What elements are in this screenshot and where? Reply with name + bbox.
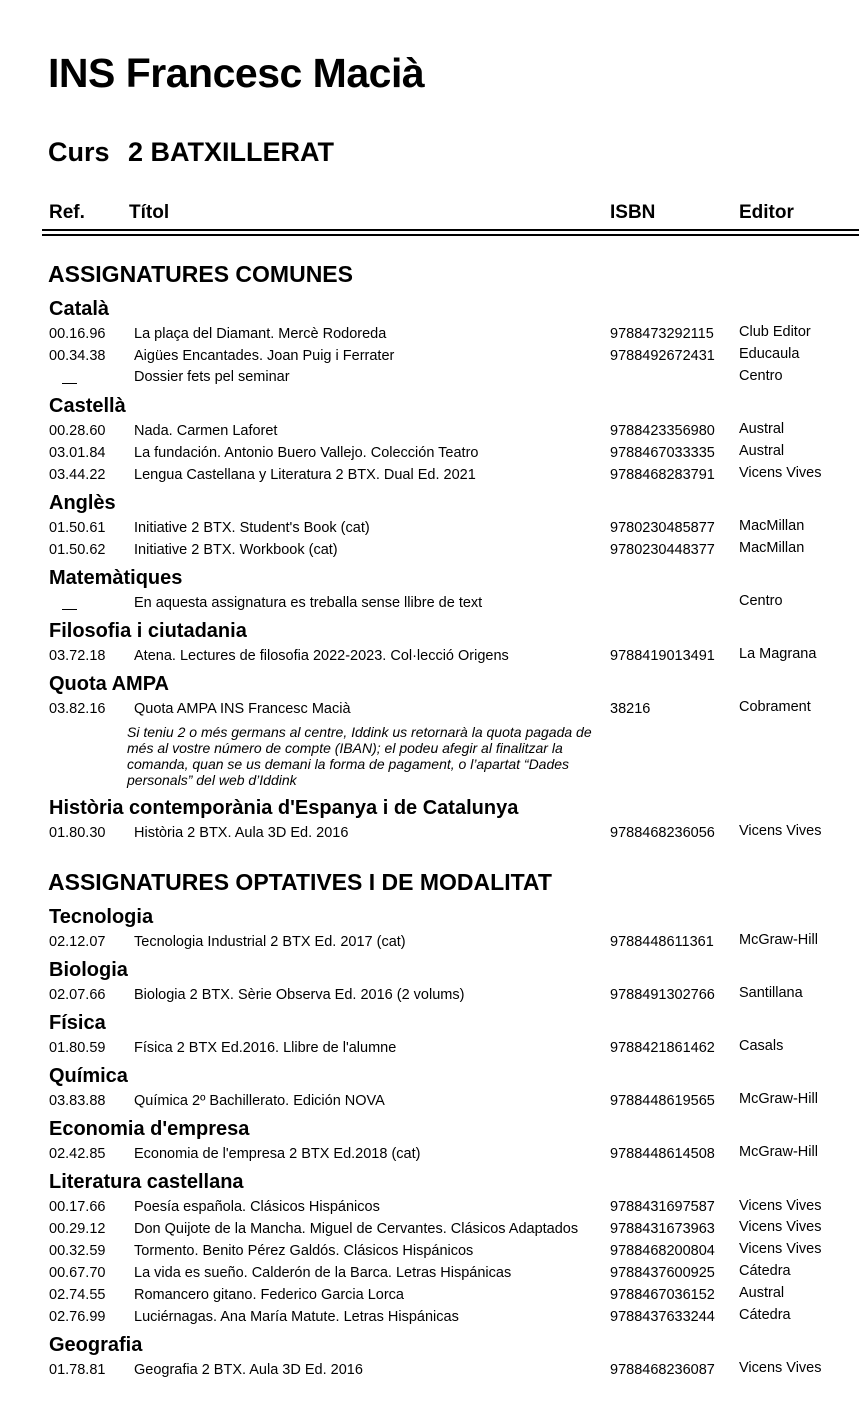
- book-isbn: 9788431697587: [610, 1199, 715, 1215]
- book-title: Romancero gitano. Federico Garcia Lorca: [134, 1287, 404, 1303]
- book-isbn: 9788467036152: [610, 1287, 715, 1303]
- subject-heading: Literatura castellana: [49, 1171, 244, 1193]
- book-ref: 01.80.30: [49, 825, 106, 841]
- book-editor: Vicens Vives: [739, 1360, 822, 1376]
- book-editor: Vicens Vives: [739, 823, 822, 839]
- subject-heading: Català: [49, 298, 110, 320]
- book-title: En aquesta assignatura es treballa sense llibre de text: [134, 595, 483, 611]
- book-title: La fundación. Antonio Buero Vallejo. Colección Teatro: [134, 445, 479, 461]
- book-editor: Austral: [739, 1285, 785, 1301]
- book-isbn: 9788468200804: [610, 1243, 715, 1259]
- book-title: Don Quijote de la Mancha. Miguel de Cervantes. Clásicos Adaptados: [134, 1221, 579, 1237]
- book-editor: Cátedra: [739, 1263, 791, 1279]
- book-editor: Vicens Vives: [739, 465, 822, 481]
- book-ref: 02.07.66: [49, 987, 106, 1003]
- book-isbn: 9788448619565: [610, 1093, 715, 1109]
- book-isbn: 9788423356980: [610, 423, 715, 439]
- school-title: INS Francesc Macià: [48, 50, 425, 96]
- book-ref: 01.50.62: [49, 542, 106, 558]
- book-title: Nada. Carmen Laforet: [134, 423, 278, 439]
- book-title: Tecnologia Industrial 2 BTX Ed. 2017 (cat): [134, 934, 406, 950]
- book-title: Dossier fets pel seminar: [134, 369, 290, 385]
- book-editor: Vicens Vives: [739, 1219, 822, 1235]
- book-isbn: 9788468236056: [610, 825, 715, 841]
- book-ref: 01.50.61: [49, 520, 106, 536]
- book-ref: 00.17.66: [49, 1199, 106, 1215]
- book-editor: Austral: [739, 421, 785, 437]
- book-isbn: 9780230448377: [610, 542, 715, 558]
- book-isbn: 9788468283791: [610, 467, 715, 483]
- book-title: Geografia 2 BTX. Aula 3D Ed. 2016: [134, 1362, 363, 1378]
- book-editor: Centro: [739, 593, 783, 609]
- subject-heading: Tecnologia: [49, 906, 154, 928]
- book-editor: MacMillan: [739, 518, 805, 534]
- subject-heading: Anglès: [49, 492, 116, 514]
- column-header-ref: Ref.: [49, 202, 85, 223]
- book-editor: Vicens Vives: [739, 1198, 822, 1214]
- section-heading: ASSIGNATURES COMUNES: [48, 261, 353, 287]
- book-ref: 00.28.60: [49, 423, 106, 439]
- book-ref: 00.32.59: [49, 1243, 106, 1259]
- column-header-editor: Editor: [739, 202, 794, 223]
- subject-heading: Física: [49, 1012, 106, 1034]
- subject-heading: Química: [49, 1065, 128, 1087]
- course-label: Curs: [48, 137, 110, 167]
- subject-heading: Geografia: [49, 1334, 143, 1356]
- book-ref: 00.67.70: [49, 1265, 106, 1281]
- book-ref: 03.01.84: [49, 445, 106, 461]
- book-title: Luciérnagas. Ana María Matute. Letras Hispánicas: [134, 1309, 459, 1325]
- book-ref: 02.42.85: [49, 1146, 106, 1162]
- book-isbn: 9788431673963: [610, 1221, 715, 1237]
- column-header-title: Títol: [129, 202, 170, 223]
- book-editor: McGraw-Hill: [739, 932, 818, 948]
- book-ref: 00.29.12: [49, 1221, 106, 1237]
- header-divider-top: [42, 229, 859, 231]
- book-title: Tormento. Benito Pérez Galdós. Clásicos Hispánicos: [134, 1243, 474, 1259]
- book-editor: Club Editor: [739, 324, 811, 340]
- book-isbn: 9788467033335: [610, 445, 715, 461]
- book-editor: MacMillan: [739, 540, 805, 556]
- course-value: 2 BATXILLERAT: [128, 137, 334, 167]
- book-ref: 02.76.99: [49, 1309, 106, 1325]
- book-isbn: 9788468236087: [610, 1362, 715, 1378]
- book-ref: 02.12.07: [49, 934, 106, 950]
- book-isbn: 9788491302766: [610, 987, 715, 1003]
- book-ref: 03.44.22: [49, 467, 106, 483]
- book-title: La vida es sueño. Calderón de la Barca. Letras Hispánicas: [134, 1265, 512, 1281]
- book-isbn: 9788448614508: [610, 1146, 715, 1162]
- subject-heading: Història contemporània d'Espanya i de Catalunya: [49, 797, 519, 819]
- no-ref-dash: [62, 609, 77, 610]
- book-ref: 02.74.55: [49, 1287, 106, 1303]
- book-ref: 03.83.88: [49, 1093, 106, 1109]
- book-ref: 03.72.18: [49, 648, 106, 664]
- book-title: Biologia 2 BTX. Sèrie Observa Ed. 2016 (2 volums): [134, 987, 465, 1003]
- subject-heading: Filosofia i ciutadania: [49, 620, 247, 642]
- section-heading: ASSIGNATURES OPTATIVES I DE MODALITAT: [48, 869, 552, 895]
- book-title: Lengua Castellana y Literatura 2 BTX. Dual Ed. 2021: [134, 467, 476, 483]
- book-ref: 01.78.81: [49, 1362, 106, 1378]
- subject-heading: Economia d'empresa: [49, 1118, 250, 1140]
- subject-heading: Quota AMPA: [49, 673, 169, 695]
- book-isbn: 9788419013491: [610, 648, 715, 664]
- book-ref: 03.82.16: [49, 701, 106, 717]
- book-ref: 00.16.96: [49, 326, 106, 342]
- book-isbn: 9788421861462: [610, 1040, 715, 1056]
- book-editor: Santillana: [739, 985, 803, 1001]
- book-isbn: 9788492672431: [610, 348, 715, 364]
- book-editor: Casals: [739, 1038, 784, 1054]
- subject-heading: Castellà: [49, 395, 126, 417]
- book-isbn: 9788448611361: [610, 934, 714, 950]
- book-editor: Educaula: [739, 346, 800, 362]
- book-title: Atena. Lectures de filosofia 2022-2023. Col·lecció Origens: [134, 648, 509, 664]
- book-editor: La Magrana: [739, 646, 817, 662]
- subject-heading: Matemàtiques: [49, 567, 183, 589]
- book-title: Economia de l'empresa 2 BTX Ed.2018 (cat): [134, 1146, 421, 1162]
- book-title: Initiative 2 BTX. Workbook (cat): [134, 542, 338, 558]
- book-editor: Centro: [739, 368, 783, 384]
- book-ref: 00.34.38: [49, 348, 106, 364]
- book-title: Initiative 2 BTX. Student's Book (cat): [134, 520, 370, 536]
- book-title: Química 2º Bachillerato. Edición NOVA: [134, 1093, 385, 1109]
- book-isbn: 9788437633244: [610, 1309, 715, 1325]
- book-title: Aigües Encantades. Joan Puig i Ferrater: [134, 348, 395, 364]
- book-title: Poesía española. Clásicos Hispánicos: [134, 1199, 380, 1215]
- book-isbn: 9788473292115: [610, 326, 714, 342]
- book-editor: Cobrament: [739, 699, 811, 715]
- book-ref: 01.80.59: [49, 1040, 106, 1056]
- book-title: Quota AMPA INS Francesc Macià: [134, 701, 351, 717]
- book-editor: McGraw-Hill: [739, 1144, 818, 1160]
- header-divider-bottom: [42, 234, 859, 236]
- book-title: Física 2 BTX Ed.2016. Llibre de l'alumne: [134, 1040, 397, 1056]
- book-title: La plaça del Diamant. Mercè Rodoreda: [134, 326, 387, 342]
- book-isbn: 9788437600925: [610, 1265, 715, 1281]
- book-editor: McGraw-Hill: [739, 1091, 818, 1107]
- book-editor: Vicens Vives: [739, 1241, 822, 1257]
- column-header-isbn: ISBN: [610, 202, 656, 223]
- book-title: Història 2 BTX. Aula 3D Ed. 2016: [134, 825, 349, 841]
- subject-heading: Biologia: [49, 959, 128, 981]
- ampa-refund-note: Si teniu 2 o més germans al centre, Iddink us retornarà la quota pagada de més al vostre número de compte (IBAN); el podeu afegir al finalitzar la comanda, quan se us demani la forma de pagament, o l’apartat “Dades personals” del web d’Iddink: [127, 724, 592, 788]
- book-isbn: 9780230485877: [610, 520, 715, 536]
- no-ref-dash: [62, 383, 77, 384]
- book-editor: Austral: [739, 443, 785, 459]
- book-isbn: 38216: [610, 701, 651, 717]
- book-editor: Cátedra: [739, 1307, 791, 1323]
